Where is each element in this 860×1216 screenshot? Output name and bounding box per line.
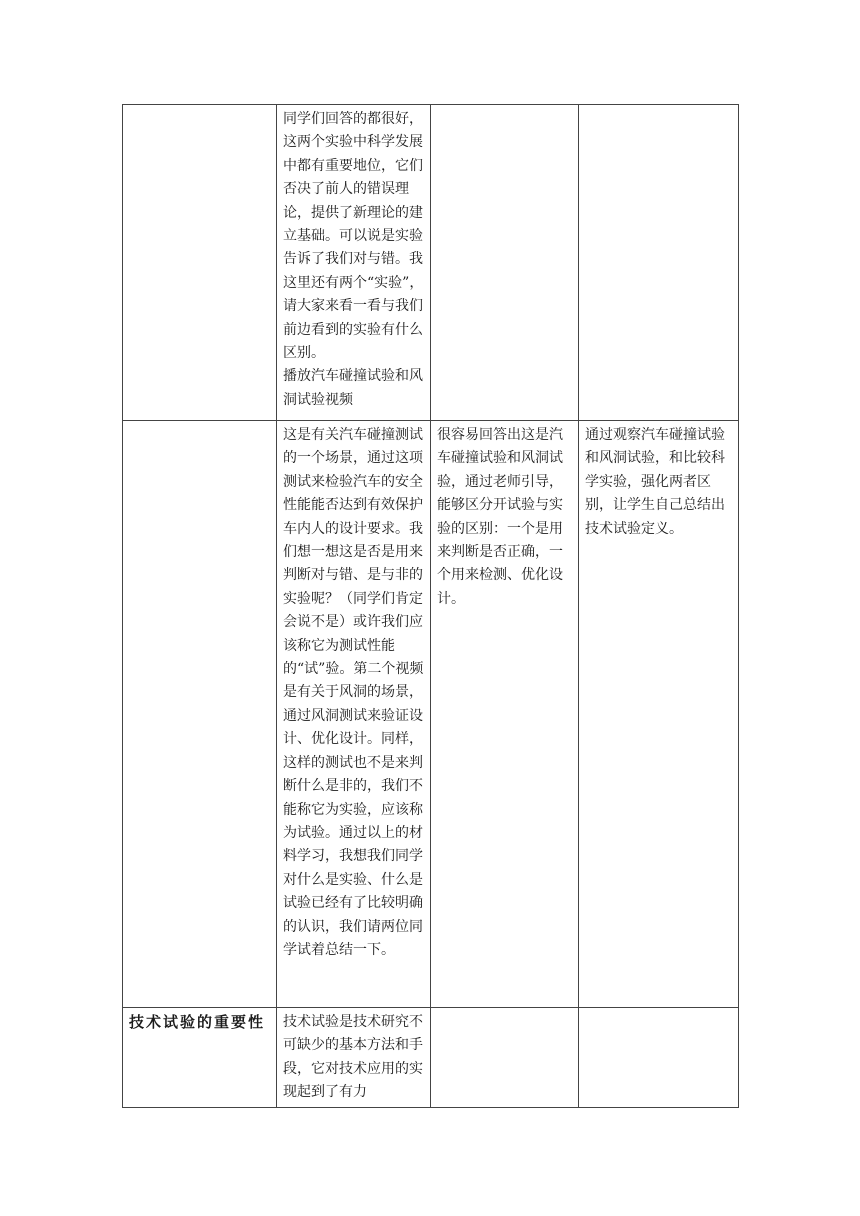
table-row	[123, 105, 739, 421]
design-intent-cell	[579, 421, 739, 1008]
student-activity-cell	[431, 421, 579, 1008]
topic-cell	[123, 421, 277, 1008]
student-activity-cell	[431, 105, 579, 421]
teacher-activity-cell	[277, 105, 431, 421]
teacher-activity-cell	[277, 1008, 431, 1108]
topic-cell	[123, 1008, 277, 1108]
student-activity-cell	[431, 1008, 579, 1108]
teacher-activity-text: 技术试验是技术研究不可缺少的基本方法和手段，它对技术应用的实现起到了有力	[283, 1014, 423, 1101]
teacher-activity-text: 这是有关汽车碰撞测试的一个场景，通过这项测试来检验汽车的安全性能能否达到有效保护车内人的设计要求。我们想一想这是否是用来判断对与错、是与非的实验呢？（同学们肯定会说不是）或许我们应该称它为测试性能的“试”验。第二个视频是有关于风洞的场景，通过风洞测试来验证设计、优化设计。同样，这样的测试也不是来判断什么是非的，我们不能称它为实验，应该称为试验。通过以上的材料学习，我想我们同学对什么是实验、什么是试验已经有了比较明确的认识，我们请两位同学试着总结一下。	[283, 427, 424, 958]
teacher-activity-text: 同学们回答的都很好，这两个实验中科学发展中都有重要地位，它们否决了前人的错误理论，提供了新理论的建立基础。可以说是实验告诉了我们对与错。我这里还有两个“实验”，请大家来看一看与我们前边看到的实验有什么区别。	[283, 111, 424, 362]
teacher-activity-cell	[277, 421, 431, 1008]
topic-cell	[123, 105, 277, 421]
table-row	[123, 1008, 739, 1108]
student-activity-text: 很容易回答出这是汽车碰撞试验和风洞试验，通过老师引导，能够区分开试验与实验的区别：一个是用来判断是否正确，一个用来检测、优化设计。	[437, 427, 563, 607]
teacher-activity-text: 播放汽车碰撞试验和风洞试验视频	[283, 368, 423, 408]
table-row	[123, 421, 739, 1008]
lesson-plan-table	[122, 104, 739, 1108]
design-intent-text: 通过观察汽车碰撞试验和风洞试验，和比较科学实验，强化两者区别，让学生自己总结出技术试验定义。	[585, 427, 725, 537]
design-intent-cell	[579, 105, 739, 421]
design-intent-cell	[579, 1008, 739, 1108]
topic-text: 技术试验的重要性	[129, 1013, 266, 1031]
